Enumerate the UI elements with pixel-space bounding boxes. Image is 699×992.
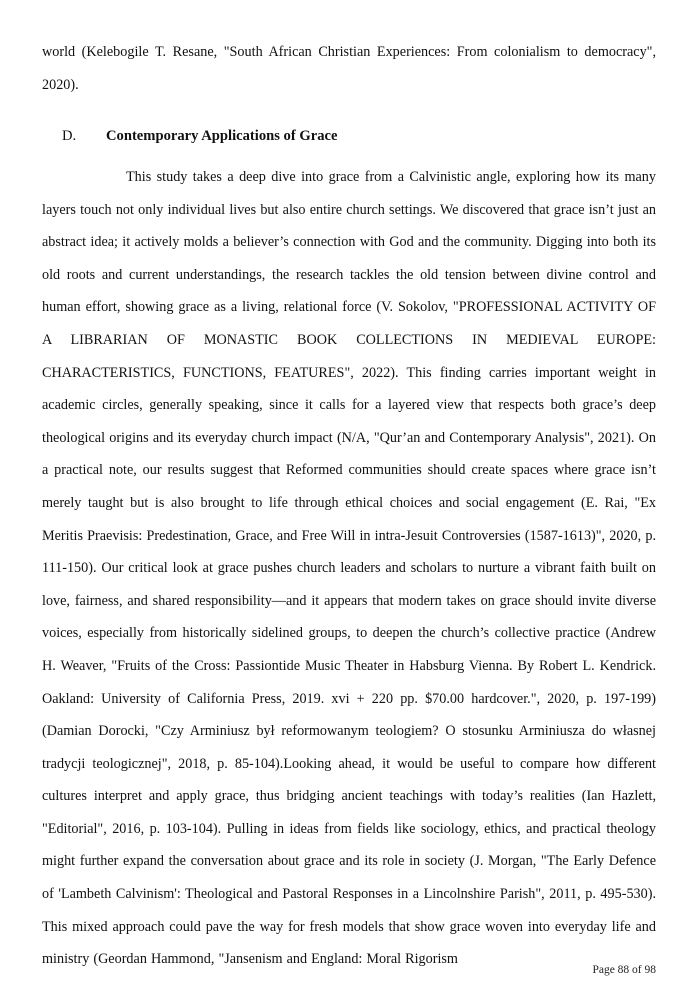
section-title: Contemporary Applications of Grace: [106, 128, 338, 144]
intro-paragraph: world (Kelebogile T. Resane, "South African Christian Experiences: From colonialism to democracy", 2020).: [42, 44, 656, 93]
section-heading: [62, 122, 662, 150]
page-number: Page 88 of 98: [592, 964, 656, 976]
section-letter: D.: [62, 128, 77, 144]
body-paragraph: This study takes a deep dive into grace from a Calvinistic angle, exploring how its many layers touch not only individual lives but also entire church settings. We discovered that grace isn’t just an abstract idea; it actively molds a believer’s connection with God and the community. Digging into both its old roots and current understandings, the research tackles the old tension between divine control and human effort, showing grace as a living, relational force (V. Sokolov, "PROFESSIONAL ACTIVITY OF A LIBRARIAN OF MONASTIC BOOK COLLECTIONS IN MEDIEVAL EUROPE: CHARACTERISTICS, FUNCTIONS, FEATURES", 2022). This finding carries important weight in academic circles, generally speaking, since it calls for a layered view that respects both grace’s deep theological origins and its everyday church impact (N/A, "Qur’an and Contemporary Analysis", 2021). On a practical note, our results suggest that Reformed communities should create spaces where grace isn’t merely taught but is also brought to life through ethical choices and social engagement (E. Rai, "Ex Meritis Praevisis: Predestination, Grace, and Free Will in intra-Jesuit Controversies (1587-1613)", 2020, p. 111-150). Our critical look at grace pushes church leaders and scholars to nurture a vibrant faith built on love, fairness, and shared responsibility—and it appears that modern takes on grace should invite diverse voices, especially from historically sidelined groups, to deepen the church’s collective practice (Andrew H. Weaver, "Fruits of the Cross: Passiontide Music Theater in Habsburg Vienna. By Robert L. Kendrick. Oakland: University of California Press, 2019. xvi + 220 pp. $70.00 hardcover.", 2020, p. 197-199)(Damian Dorocki, "Czy Arminiusz był reformowanym teologiem? O stosunku Arminiusza do własnej tradycji teologicznej", 2018, p. 85-104).Looking ahead, it would be useful to compare how different cultures interpret and apply grace, thus bridging ancient teachings with today’s realities (Ian Hazlett, "Editorial", 2016, p. 103-104). Pulling in ideas from fields like sociology, ethics, and practical theology might further expand the conversation about grace and its role in society (J. Morgan, "The Early Defence of 'Lambeth Calvinism': Theological and Pastoral Responses in a Lincolnshire Parish", 2011, p. 495-530). This mixed approach could pave the way for fresh models that show grace woven into everyday life and ministry (Geordan Hammond, "Jansenism and England: Moral Rigorism: [42, 169, 656, 968]
